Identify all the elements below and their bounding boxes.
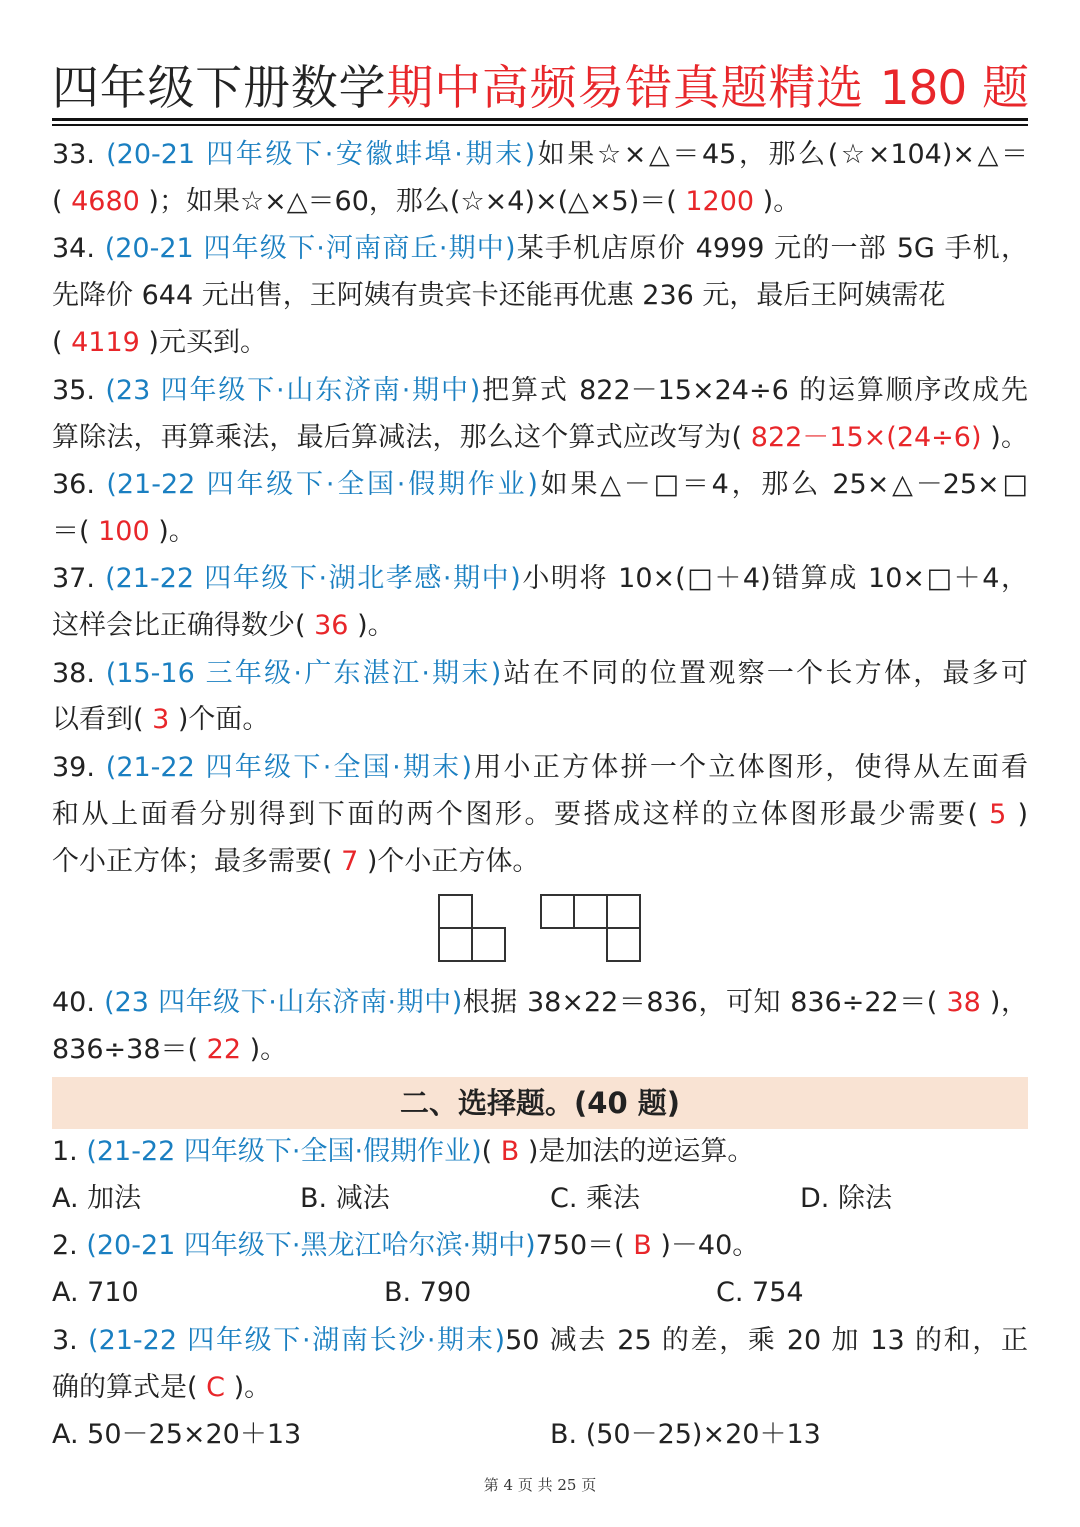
question-source: (21-22 四年级下·湖北孝感·期中) — [105, 563, 521, 594]
question-source: (21-22 四年级下·全国·期末) — [105, 752, 472, 783]
question-source: (23 四年级下·山东济南·期中) — [104, 987, 463, 1018]
question-text: )个面。 — [169, 704, 270, 735]
question-text: ) — [1006, 799, 1028, 830]
figure-square — [606, 894, 641, 929]
question-text: 37. — [52, 563, 106, 594]
question-text: ＝( — [52, 516, 99, 547]
option: A. 50－25×20＋13 — [52, 1419, 302, 1450]
text-line — [52, 418, 1028, 458]
question-text: 如果△－□＝4，那么 25×△－25×□ — [537, 469, 1028, 500]
answer: 36 — [314, 610, 349, 641]
question-text: 1. — [52, 1136, 87, 1167]
title-red: 期中高频易错真题精选 180 题 — [386, 61, 1028, 116]
answer: 38 — [946, 987, 981, 1018]
question-text: 和从上面看分别得到下面的两个图形。要搭成这样的立体图形最少需要( — [52, 799, 990, 830]
question-text: )， — [980, 987, 1028, 1018]
question-text: 以看到( — [52, 704, 153, 735]
text-line — [52, 1321, 1028, 1361]
question-text: 2. — [52, 1230, 87, 1261]
text-line — [52, 135, 1028, 175]
text-line — [52, 229, 1028, 269]
answer: B — [633, 1230, 652, 1261]
answer: 3 — [152, 704, 170, 735]
figure-square — [540, 894, 575, 929]
question-text: )个小正方体。 — [358, 846, 540, 877]
question-text: 根据 38×22＝836，可知 836÷22＝( — [462, 987, 947, 1018]
answer: B — [500, 1136, 520, 1167]
text-line — [52, 371, 1028, 411]
question-text: 35. — [52, 375, 106, 406]
figure-square — [573, 894, 608, 929]
question-text: 确的算式是( — [52, 1372, 207, 1403]
answer: 5 — [989, 799, 1007, 830]
figure-square — [606, 927, 641, 962]
question-text: )元买到。 — [139, 327, 267, 358]
option: C. 乘法 — [550, 1183, 641, 1214]
answer: 4119 — [71, 327, 140, 358]
question-text: 750＝( — [535, 1230, 634, 1261]
question-text: )。 — [241, 1034, 288, 1065]
page-title — [52, 58, 1028, 120]
text-line — [52, 1368, 1028, 1408]
question-source: (20-21 四年级下·河南商丘·期中) — [104, 233, 516, 264]
question-text: ( — [52, 186, 72, 217]
text-line — [52, 700, 1028, 740]
question-text: )－40。 — [651, 1230, 760, 1261]
question-text: 38. — [52, 658, 106, 689]
answer: 1200 — [685, 186, 755, 217]
option: D. 除法 — [800, 1183, 892, 1214]
option: A. 加法 — [52, 1183, 142, 1214]
question-source: (23 四年级下·山东济南·期中) — [105, 375, 481, 406]
question-text: 个小正方体；最多需要( — [52, 846, 342, 877]
question-text: )；如果☆×△＝60，那么(☆×4)×(△×5)＝( — [139, 186, 686, 217]
question-source: (20-21 四年级下·安徽蚌埠·期末) — [106, 139, 536, 170]
question-text: ( — [52, 327, 72, 358]
text-line — [52, 606, 1028, 646]
title-rule-thick — [52, 118, 1028, 121]
question-text: 小明将 10×(□＋4)错算成 10×□＋4， — [520, 563, 1028, 594]
question-text: ( — [481, 1136, 501, 1167]
question-text: 把算式 822－15×24÷6 的运算顺序改成先 — [480, 375, 1028, 406]
question-text: 34. — [52, 233, 105, 264]
text-line — [52, 276, 1028, 316]
question-text: 用小正方体拼一个立体图形，使得从左面看 — [471, 752, 1029, 783]
text-line — [52, 1132, 1028, 1172]
question-source: (21-22 四年级下·湖南长沙·期末) — [88, 1325, 506, 1356]
figure-square — [471, 927, 506, 962]
answer: C — [206, 1372, 225, 1403]
question-text: 50 减去 25 的差，乘 20 加 13 的和，正 — [505, 1325, 1029, 1356]
question-source: (15-16 三年级·广东湛江·期末) — [105, 658, 502, 689]
option: B. 减法 — [300, 1183, 390, 1214]
section-heading: 二、选择题。(40 题) — [52, 1077, 1028, 1129]
answer: 822－15×(24÷6) — [750, 422, 982, 453]
question-text: )。 — [149, 516, 196, 547]
title-rule-thin — [52, 124, 1028, 126]
option: B. 790 — [384, 1277, 472, 1308]
title-black: 四年级下册数学 — [52, 61, 387, 116]
question-source: (21-22 四年级下·全国·假期作业) — [86, 1136, 482, 1167]
figure-square — [438, 894, 473, 929]
text-line — [52, 559, 1028, 599]
text-line — [52, 465, 1028, 505]
question-text: 40. — [52, 987, 105, 1018]
text-line — [52, 512, 1028, 552]
option: A. 710 — [52, 1277, 139, 1308]
page-footer: 第 4 页 共 25 页 — [483, 1476, 597, 1494]
text-line — [52, 795, 1028, 835]
text-line — [52, 983, 1028, 1023]
text-line — [52, 1226, 1028, 1266]
question-text: 836÷38＝( — [52, 1034, 207, 1065]
answer: 7 — [341, 846, 359, 877]
question-text: )。 — [224, 1372, 272, 1403]
question-text: 如果☆×△＝45，那么(☆×104)×△＝ — [535, 139, 1028, 170]
answer: 4680 — [71, 186, 140, 217]
text-line — [52, 182, 1028, 222]
text-line — [52, 748, 1028, 788]
option: C. 754 — [716, 1277, 804, 1308]
question-text: )是加法的逆运算。 — [519, 1136, 755, 1167]
answer: 100 — [98, 516, 150, 547]
option: B. (50－25)×20＋13 — [550, 1419, 821, 1450]
question-text: )。 — [754, 186, 801, 217]
question-text: 站在不同的位置观察一个长方体，最多可 — [501, 658, 1029, 689]
question-source: (21-22 四年级下·全国·假期作业) — [106, 469, 538, 500]
question-text: )。 — [348, 610, 395, 641]
text-line — [52, 323, 1028, 363]
text-line — [52, 842, 1028, 882]
figure-square — [438, 927, 473, 962]
question-text: 这样会比正确得数少( — [52, 610, 315, 641]
question-text: 先降价 644 元出售，王阿姨有贵宾卡还能再优惠 236 元，最后王阿姨需花 — [52, 280, 946, 311]
question-text: 33. — [52, 139, 107, 170]
question-text: 36. — [52, 469, 107, 500]
answer: 22 — [206, 1034, 241, 1065]
question-text: 3. — [52, 1325, 89, 1356]
text-line — [52, 1030, 1028, 1070]
question-source: (20-21 四年级下·黑龙江哈尔滨·期中) — [86, 1230, 536, 1261]
question-text: 某手机店原价 4999 元的一部 5G 手机， — [515, 233, 1028, 264]
question-text: 39. — [52, 752, 106, 783]
question-text: 算除法，再算乘法，最后算减法，那么这个算式应改写为( — [52, 422, 751, 453]
question-text: )。 — [981, 422, 1028, 453]
text-line — [52, 654, 1028, 694]
